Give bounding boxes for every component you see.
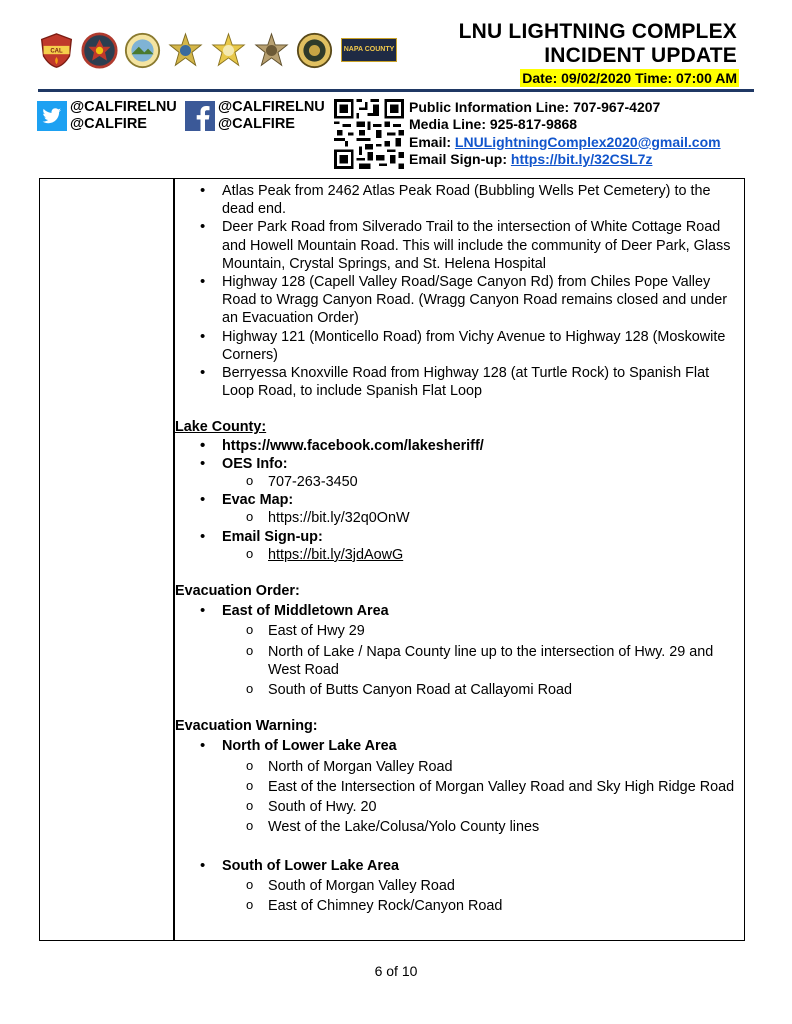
oes-phone: o 707-263-3450 — [175, 473, 743, 491]
lake-county-list — [175, 437, 743, 564]
fire-department-seal — [81, 32, 118, 69]
evacuation-warning-list-2 — [175, 857, 743, 916]
list-item: o North of Lake / Napa County line up to the intersection of Hwy. 29 and West Road — [175, 643, 743, 679]
date-time-stamp: Date: 09/02/2020 Time: 07:00 AM — [522, 70, 737, 86]
email-signup-item: • Email Sign-up: o https://bit.ly/3jdAowG — [175, 528, 743, 564]
document-title — [459, 20, 737, 68]
evacuation-order-list — [175, 602, 743, 699]
evacuation-warning-heading: Evacuation Warning: — [175, 718, 318, 735]
evacuation-order-heading: Evacuation Order: — [175, 583, 300, 600]
order-area: • East of Middletown Area o East of Hwy 29 o North of Lake / Napa County line up to the intersection of Hwy. 29 and West Road o South of Butts Canyon Road at Callayomi Road — [175, 602, 743, 699]
signup-line: Email Sign-up: https://bit.ly/32CSL7z — [409, 150, 653, 167]
list-item: • Atlas Peak from 2462 Atlas Peak Road (Bubbling Wells Pet Cemetery) to the dead end. — [175, 182, 743, 218]
evac-map-item: • Evac Map: o https://bit.ly/32q0OnW — [175, 491, 743, 527]
lake-county-heading: Lake County: — [175, 419, 267, 436]
list-item: • Berryessa Knoxville Road from Highway 128 (at Turtle Rock) to Spanish Flat Loop Road, to include Spanish Flat Loop — [175, 364, 743, 400]
content-table — [39, 178, 745, 941]
twitter-handle-2: @CALFIRE — [70, 116, 147, 132]
list-item: o South of Butts Canyon Road at Callayomi Road — [175, 681, 743, 699]
email-link[interactable]: LNULightningComplex2020@gmail.com — [454, 133, 721, 150]
twitter-icon — [37, 101, 67, 131]
facebook-icon — [185, 101, 215, 131]
public-info-line: Public Information Line: 707-967-4207 — [409, 99, 661, 115]
twitter-block — [37, 99, 177, 133]
list-item: o West of the Lake/Colusa/Yolo County lines — [175, 818, 743, 836]
twitter-handle-1: @CALFIRELNU — [70, 99, 177, 115]
lake-signup-link[interactable]: o https://bit.ly/3jdAowG — [175, 546, 743, 564]
list-item: o South of Morgan Valley Road — [175, 877, 743, 895]
oes-info-item: • OES Info: o 707-263-3450 — [175, 455, 743, 491]
napa-closure-list — [175, 182, 743, 400]
sheriff-star-icon — [167, 32, 204, 69]
contact-block — [409, 99, 721, 168]
list-item: o East of Chimney Rock/Canyon Road — [175, 897, 743, 915]
facebook-block — [185, 99, 325, 133]
email-line: Email: LNULightningComplex2020@gmail.com — [409, 133, 721, 150]
table-content-cell — [175, 182, 743, 915]
napa-county-logo: NAPA COUNTY — [341, 38, 397, 62]
warning-area: • South of Lower Lake Area o South of Morgan Valley Road o East of Chimney Rock/Canyon Road — [175, 857, 743, 916]
qr-code-icon — [334, 99, 404, 169]
signup-link[interactable]: https://bit.ly/32CSL7z — [510, 150, 653, 167]
sheriff-star-icon — [253, 32, 290, 69]
list-item: o East of the Intersection of Morgan Valley Road and Sky High Ridge Road — [175, 778, 743, 796]
svg-text:CAL: CAL — [50, 47, 63, 54]
list-item: o South of Hwy. 20 — [175, 798, 743, 816]
title-line-1: LNU LIGHTNING COMPLEX — [458, 20, 737, 43]
sheriff-star-icon — [210, 32, 247, 69]
header-rule — [38, 89, 754, 92]
list-item: • Highway 128 (Capell Valley Road/Sage Canyon Rd) from Chiles Pope Valley Road to Wragg Canyon Road. (Wragg Canyon Road remains closed and under an Evacuation Order) — [175, 273, 743, 328]
media-line: Media Line: 925-817-9868 — [409, 116, 578, 133]
facebook-handle-1: @CALFIRELNU — [218, 99, 325, 115]
list-item: o North of Morgan Valley Road — [175, 758, 743, 776]
county-seal — [124, 32, 161, 69]
list-item: • Highway 121 (Monticello Road) from Vichy Avenue to Highway 128 (Moskowite Corners) — [175, 328, 743, 364]
sheriff-badge-icon — [296, 32, 333, 69]
list-item: • Deer Park Road from Silverado Trail to the intersection of White Cottage Road and Howell Mountain Road. This will include the community of Deer Park, Glass Mountain, Crystal Springs, and St. Helena Hospital — [175, 218, 743, 273]
list-item: o East of Hwy 29 — [175, 622, 743, 640]
facebook-handle-2: @CALFIRE — [218, 116, 295, 132]
evac-map-link[interactable]: o https://bit.ly/32q0OnW — [175, 509, 743, 527]
page-number: 6 of 10 — [374, 963, 418, 979]
title-line-2: INCIDENT UPDATE — [544, 44, 737, 67]
warning-area: • North of Lower Lake Area o North of Morgan Valley Road o East of the Intersection of Morgan Valley Road and Sky High Ridge Road o South of Hwy. 20 o West of the Lake/Colusa/Yolo County lines — [175, 737, 743, 836]
evacuation-warning-list — [175, 737, 743, 836]
agency-logos — [38, 30, 397, 70]
lake-sheriff-facebook-link[interactable]: • https://www.facebook.com/lakesheriff/ — [175, 437, 743, 455]
cal-fire-logo — [38, 32, 75, 69]
